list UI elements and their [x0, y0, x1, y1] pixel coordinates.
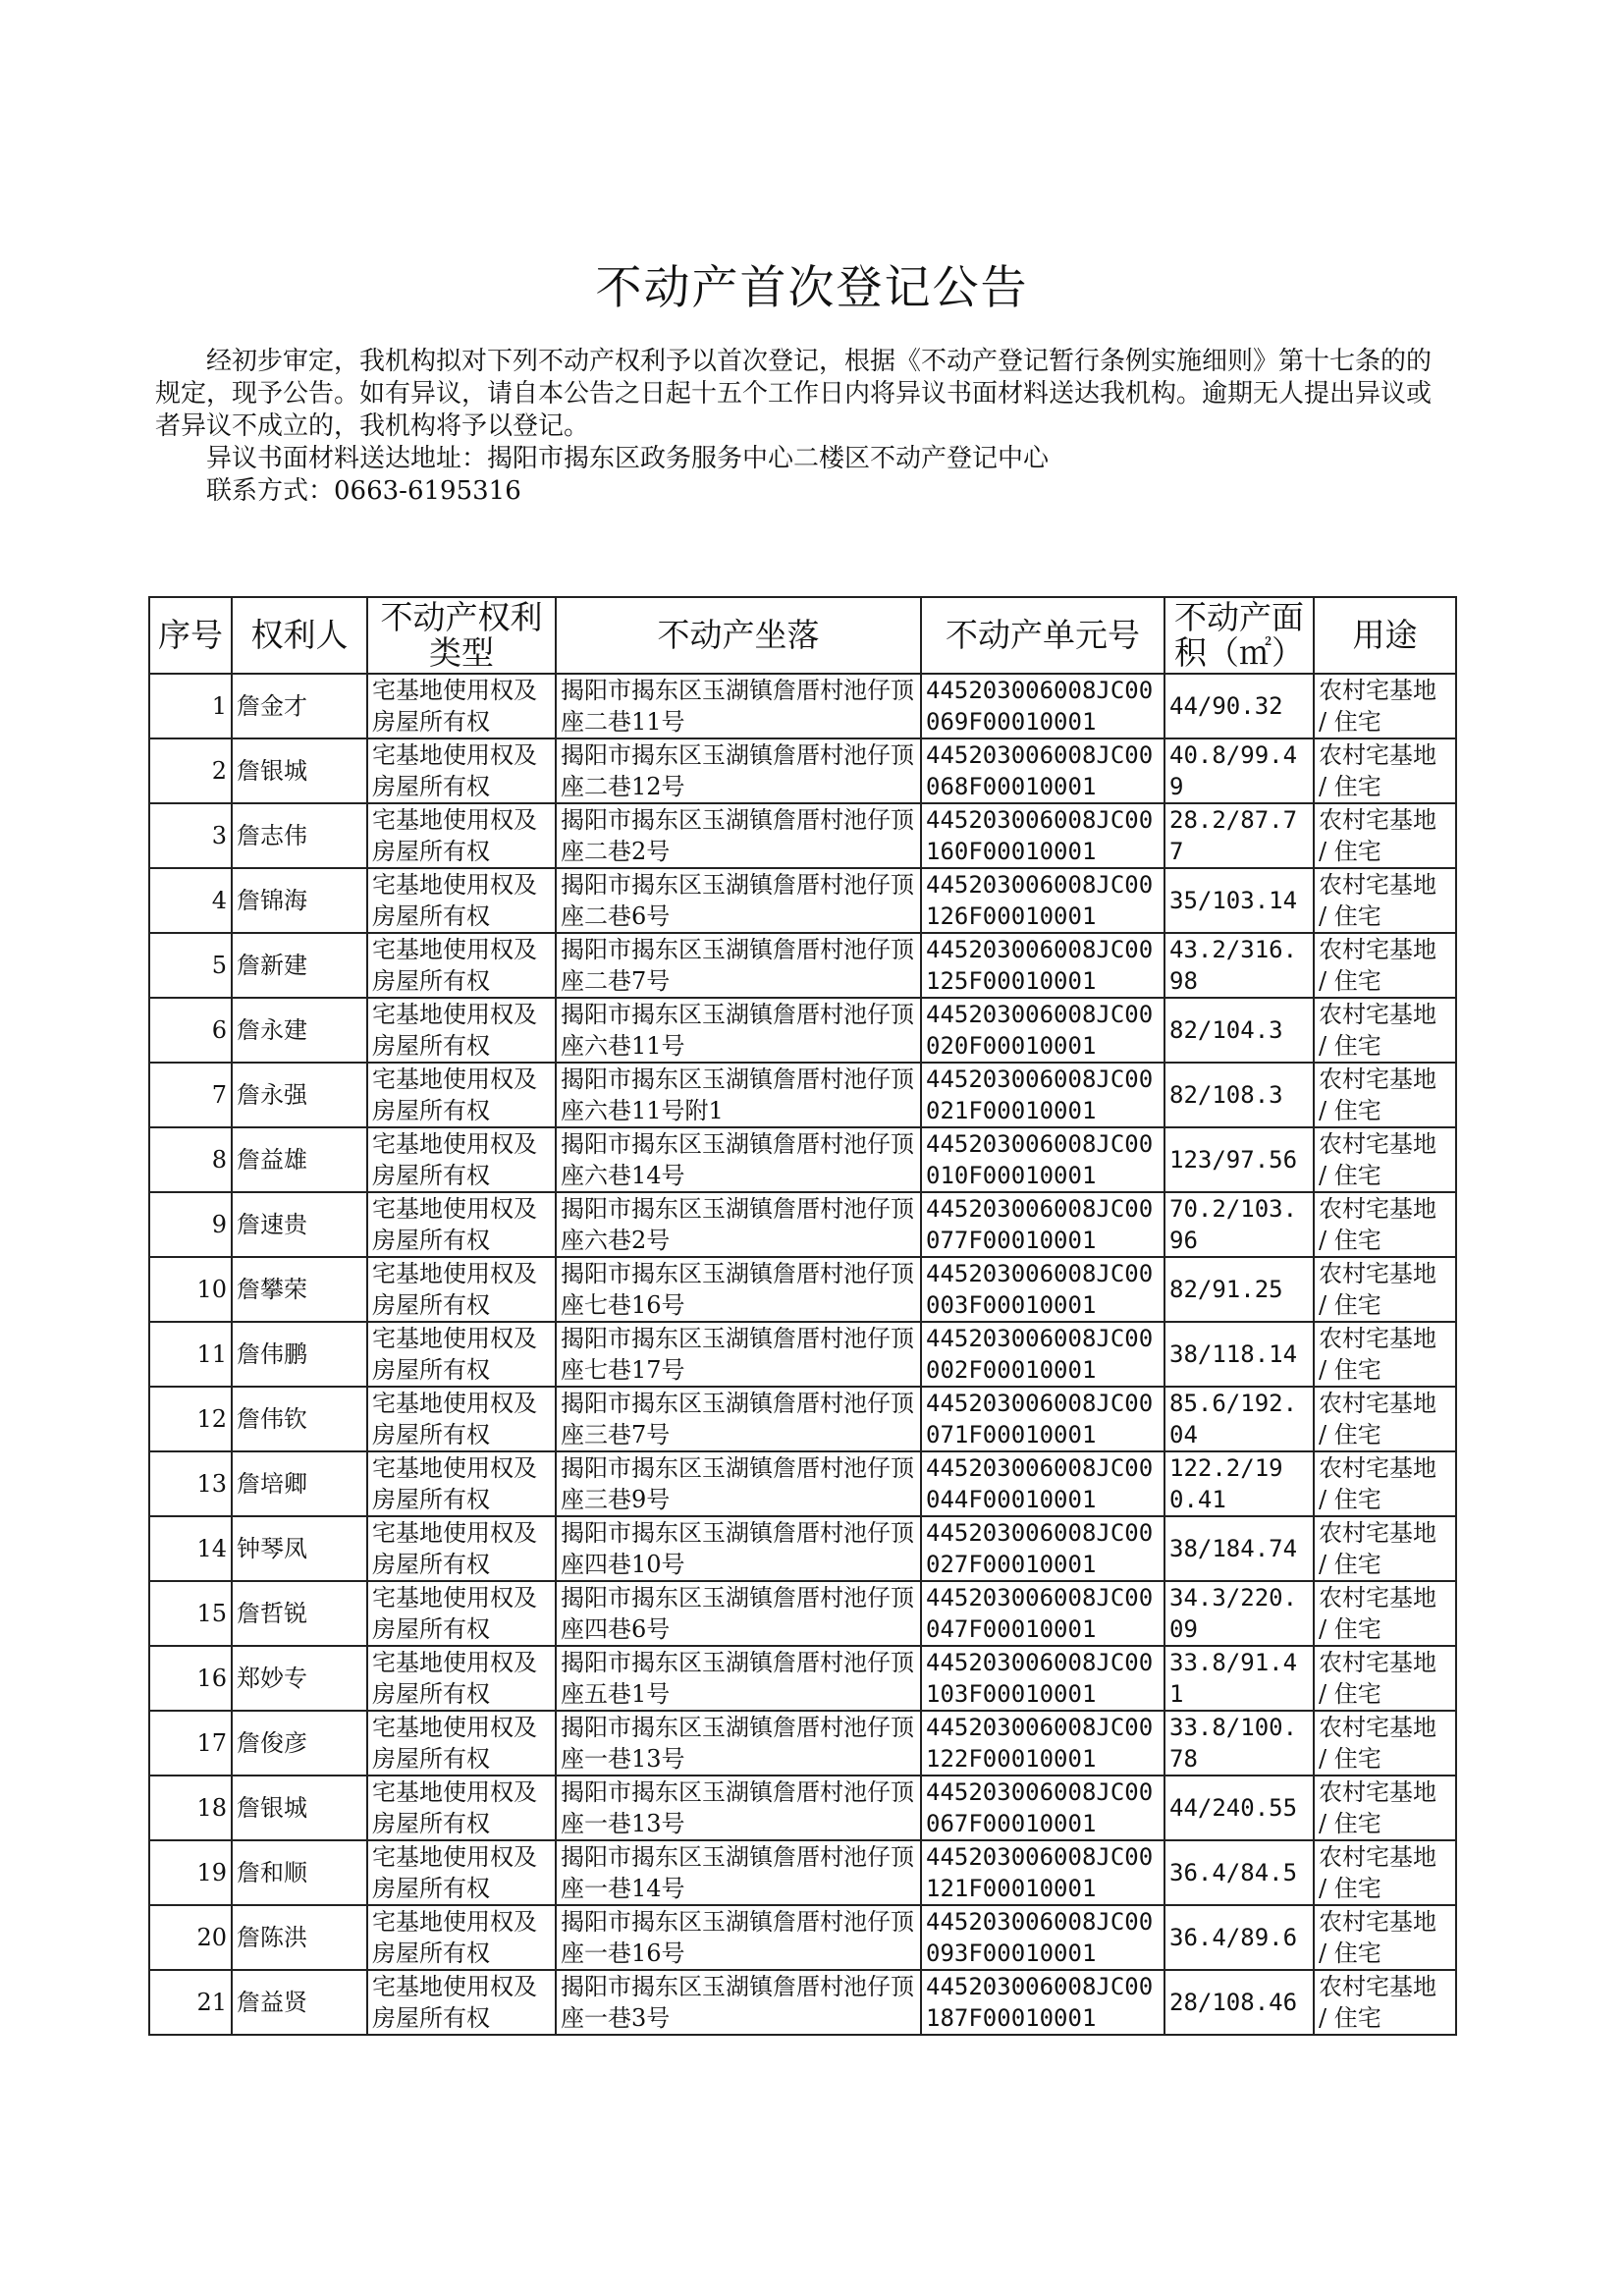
cell-location: 揭阳市揭东区玉湖镇詹厝村池仔顶座三巷7号: [556, 1387, 921, 1451]
cell-seq: 15: [149, 1581, 232, 1646]
cell-area: 82/104.3: [1164, 998, 1314, 1063]
cell-location: 揭阳市揭东区玉湖镇詹厝村池仔顶座二巷7号: [556, 933, 921, 998]
cell-seq: 4: [149, 868, 232, 933]
cell-owner: 詹陈洪: [232, 1905, 367, 1970]
cell-unit-no: 445203006008JC00077F00010001: [921, 1192, 1164, 1257]
cell-owner: 詹哲锐: [232, 1581, 367, 1646]
cell-unit-no: 445203006008JC00103F00010001: [921, 1646, 1164, 1711]
cell-seq: 8: [149, 1127, 232, 1192]
cell-location: 揭阳市揭东区玉湖镇詹厝村池仔顶座六巷11号附1: [556, 1063, 921, 1127]
cell-unit-no: 445203006008JC00021F00010001: [921, 1063, 1164, 1127]
cell-right-type: 宅基地使用权及房屋所有权: [367, 1905, 556, 1970]
cell-unit-no: 445203006008JC00122F00010001: [921, 1711, 1164, 1776]
cell-seq: 10: [149, 1257, 232, 1322]
cell-use: 农村宅基地 / 住宅: [1314, 1970, 1456, 2035]
table-row: [149, 1905, 1456, 1970]
cell-right-type: 宅基地使用权及房屋所有权: [367, 1257, 556, 1322]
cell-use: 农村宅基地 / 住宅: [1314, 1192, 1456, 1257]
cell-seq: 18: [149, 1776, 232, 1840]
cell-area: 36.4/84.5: [1164, 1840, 1314, 1905]
cell-seq: 20: [149, 1905, 232, 1970]
cell-area: 82/91.25: [1164, 1257, 1314, 1322]
cell-owner: 詹攀荣: [232, 1257, 367, 1322]
cell-seq: 6: [149, 998, 232, 1063]
table-row: [149, 1970, 1456, 2035]
cell-area: 43.2/316.98: [1164, 933, 1314, 998]
cell-location: 揭阳市揭东区玉湖镇詹厝村池仔顶座六巷14号: [556, 1127, 921, 1192]
cell-seq: 16: [149, 1646, 232, 1711]
cell-right-type: 宅基地使用权及房屋所有权: [367, 868, 556, 933]
cell-area: 82/108.3: [1164, 1063, 1314, 1127]
cell-location: 揭阳市揭东区玉湖镇詹厝村池仔顶座一巷16号: [556, 1905, 921, 1970]
header-use: 用途: [1314, 597, 1456, 674]
cell-area: 85.6/192.04: [1164, 1387, 1314, 1451]
cell-area: 38/118.14: [1164, 1322, 1314, 1387]
cell-right-type: 宅基地使用权及房屋所有权: [367, 1516, 556, 1581]
cell-area: 44/240.55: [1164, 1776, 1314, 1840]
cell-right-type: 宅基地使用权及房屋所有权: [367, 1776, 556, 1840]
cell-use: 农村宅基地 / 住宅: [1314, 868, 1456, 933]
header-location: 不动产坐落: [556, 597, 921, 674]
table-row: [149, 674, 1456, 738]
cell-use: 农村宅基地 / 住宅: [1314, 1451, 1456, 1516]
cell-owner: 詹益雄: [232, 1127, 367, 1192]
header-owner: 权利人: [232, 597, 367, 674]
cell-owner: 詹速贵: [232, 1192, 367, 1257]
cell-unit-no: 445203006008JC00126F00010001: [921, 868, 1164, 933]
cell-owner: 詹永强: [232, 1063, 367, 1127]
cell-use: 农村宅基地 / 住宅: [1314, 1840, 1456, 1905]
cell-owner: 詹金才: [232, 674, 367, 738]
cell-seq: 2: [149, 738, 232, 803]
cell-right-type: 宅基地使用权及房屋所有权: [367, 998, 556, 1063]
cell-use: 农村宅基地 / 住宅: [1314, 933, 1456, 998]
table-row: [149, 868, 1456, 933]
cell-seq: 13: [149, 1451, 232, 1516]
cell-right-type: 宅基地使用权及房屋所有权: [367, 1646, 556, 1711]
cell-location: 揭阳市揭东区玉湖镇詹厝村池仔顶座一巷13号: [556, 1776, 921, 1840]
cell-unit-no: 445203006008JC00093F00010001: [921, 1905, 1164, 1970]
page-title: 不动产首次登记公告: [595, 261, 1029, 316]
cell-use: 农村宅基地 / 住宅: [1314, 1127, 1456, 1192]
cell-use: 农村宅基地 / 住宅: [1314, 998, 1456, 1063]
cell-use: 农村宅基地 / 住宅: [1314, 1063, 1456, 1127]
table-row: [149, 1646, 1456, 1711]
table-row: [149, 1581, 1456, 1646]
cell-unit-no: 445203006008JC00071F00010001: [921, 1387, 1164, 1451]
cell-seq: 3: [149, 803, 232, 868]
cell-owner: 郑妙专: [232, 1646, 367, 1711]
cell-location: 揭阳市揭东区玉湖镇詹厝村池仔顶座一巷14号: [556, 1840, 921, 1905]
table-body: [149, 674, 1456, 2035]
table-row: [149, 1322, 1456, 1387]
header-area: 不动产面积（㎡）: [1164, 597, 1314, 674]
cell-owner: 詹志伟: [232, 803, 367, 868]
cell-unit-no: 445203006008JC00047F00010001: [921, 1581, 1164, 1646]
cell-use: 农村宅基地 / 住宅: [1314, 1322, 1456, 1387]
cell-area: 38/184.74: [1164, 1516, 1314, 1581]
cell-right-type: 宅基地使用权及房屋所有权: [367, 1840, 556, 1905]
cell-area: 28/108.46: [1164, 1970, 1314, 2035]
cell-area: 36.4/89.6: [1164, 1905, 1314, 1970]
cell-unit-no: 445203006008JC00187F00010001: [921, 1970, 1164, 2035]
cell-area: 33.8/91.41: [1164, 1646, 1314, 1711]
cell-area: 70.2/103.96: [1164, 1192, 1314, 1257]
table-row: [149, 1063, 1456, 1127]
cell-owner: 詹伟鹏: [232, 1322, 367, 1387]
cell-use: 农村宅基地 / 住宅: [1314, 1905, 1456, 1970]
cell-owner: 詹新建: [232, 933, 367, 998]
cell-right-type: 宅基地使用权及房屋所有权: [367, 1192, 556, 1257]
cell-area: 40.8/99.49: [1164, 738, 1314, 803]
cell-unit-no: 445203006008JC00069F00010001: [921, 674, 1164, 738]
cell-owner: 詹和顺: [232, 1840, 367, 1905]
cell-area: 33.8/100.78: [1164, 1711, 1314, 1776]
header-right-type: 不动产权利类型: [367, 597, 556, 674]
header-seq: 序号: [149, 597, 232, 674]
cell-area: 28.2/87.77: [1164, 803, 1314, 868]
cell-seq: 14: [149, 1516, 232, 1581]
cell-use: 农村宅基地 / 住宅: [1314, 674, 1456, 738]
cell-location: 揭阳市揭东区玉湖镇詹厝村池仔顶座六巷2号: [556, 1192, 921, 1257]
cell-right-type: 宅基地使用权及房屋所有权: [367, 1581, 556, 1646]
cell-seq: 1: [149, 674, 232, 738]
cell-location: 揭阳市揭东区玉湖镇詹厝村池仔顶座二巷6号: [556, 868, 921, 933]
cell-owner: 詹永建: [232, 998, 367, 1063]
cell-area: 35/103.14: [1164, 868, 1314, 933]
cell-use: 农村宅基地 / 住宅: [1314, 1646, 1456, 1711]
table-header-row: [149, 597, 1456, 674]
notice-contact: 联系方式：0663-6195316: [206, 476, 521, 506]
cell-owner: 钟琴凤: [232, 1516, 367, 1581]
cell-seq: 7: [149, 1063, 232, 1127]
cell-location: 揭阳市揭东区玉湖镇詹厝村池仔顶座四巷6号: [556, 1581, 921, 1646]
cell-right-type: 宅基地使用权及房屋所有权: [367, 674, 556, 738]
cell-location: 揭阳市揭东区玉湖镇詹厝村池仔顶座一巷13号: [556, 1711, 921, 1776]
registration-table: [148, 596, 1457, 2036]
cell-right-type: 宅基地使用权及房屋所有权: [367, 1127, 556, 1192]
cell-owner: 詹俊彦: [232, 1711, 367, 1776]
cell-area: 44/90.32: [1164, 674, 1314, 738]
cell-use: 农村宅基地 / 住宅: [1314, 803, 1456, 868]
cell-use: 农村宅基地 / 住宅: [1314, 1516, 1456, 1581]
table-row: [149, 1711, 1456, 1776]
cell-unit-no: 445203006008JC00121F00010001: [921, 1840, 1164, 1905]
notice-body: [155, 346, 1436, 508]
header-unit-no: 不动产单元号: [921, 597, 1164, 674]
cell-unit-no: 445203006008JC00002F00010001: [921, 1322, 1164, 1387]
cell-owner: 詹伟钦: [232, 1387, 367, 1451]
cell-unit-no: 445203006008JC00003F00010001: [921, 1257, 1164, 1322]
cell-unit-no: 445203006008JC00067F00010001: [921, 1776, 1164, 1840]
cell-seq: 9: [149, 1192, 232, 1257]
cell-unit-no: 445203006008JC00044F00010001: [921, 1451, 1164, 1516]
notice-address: 异议书面材料送达地址：揭阳市揭东区政务服务中心二楼区不动产登记中心: [206, 444, 1050, 473]
cell-area: 34.3/220.09: [1164, 1581, 1314, 1646]
cell-seq: 5: [149, 933, 232, 998]
cell-area: 122.2/190.41: [1164, 1451, 1314, 1516]
cell-right-type: 宅基地使用权及房屋所有权: [367, 1451, 556, 1516]
cell-unit-no: 445203006008JC00027F00010001: [921, 1516, 1164, 1581]
cell-unit-no: 445203006008JC00020F00010001: [921, 998, 1164, 1063]
cell-location: 揭阳市揭东区玉湖镇詹厝村池仔顶座七巷16号: [556, 1257, 921, 1322]
cell-use: 农村宅基地 / 住宅: [1314, 1257, 1456, 1322]
cell-use: 农村宅基地 / 住宅: [1314, 1711, 1456, 1776]
table-row: [149, 1257, 1456, 1322]
table-row: [149, 803, 1456, 868]
cell-owner: 詹锦海: [232, 868, 367, 933]
cell-unit-no: 445203006008JC00125F00010001: [921, 933, 1164, 998]
table-row: [149, 1451, 1456, 1516]
cell-use: 农村宅基地 / 住宅: [1314, 1581, 1456, 1646]
cell-right-type: 宅基地使用权及房屋所有权: [367, 738, 556, 803]
cell-right-type: 宅基地使用权及房屋所有权: [367, 803, 556, 868]
cell-use: 农村宅基地 / 住宅: [1314, 1387, 1456, 1451]
cell-location: 揭阳市揭东区玉湖镇詹厝村池仔顶座二巷2号: [556, 803, 921, 868]
cell-right-type: 宅基地使用权及房屋所有权: [367, 1063, 556, 1127]
cell-seq: 12: [149, 1387, 232, 1451]
cell-owner: 詹银城: [232, 738, 367, 803]
table-row: [149, 1840, 1456, 1905]
cell-owner: 詹益贤: [232, 1970, 367, 2035]
cell-location: 揭阳市揭东区玉湖镇詹厝村池仔顶座一巷3号: [556, 1970, 921, 2035]
cell-seq: 11: [149, 1322, 232, 1387]
cell-right-type: 宅基地使用权及房屋所有权: [367, 1970, 556, 2035]
cell-use: 农村宅基地 / 住宅: [1314, 738, 1456, 803]
table-row: [149, 1192, 1456, 1257]
cell-owner: 詹银城: [232, 1776, 367, 1840]
cell-seq: 17: [149, 1711, 232, 1776]
cell-seq: 19: [149, 1840, 232, 1905]
cell-right-type: 宅基地使用权及房屋所有权: [367, 1322, 556, 1387]
cell-location: 揭阳市揭东区玉湖镇詹厝村池仔顶座三巷9号: [556, 1451, 921, 1516]
cell-location: 揭阳市揭东区玉湖镇詹厝村池仔顶座二巷11号: [556, 674, 921, 738]
cell-right-type: 宅基地使用权及房屋所有权: [367, 1387, 556, 1451]
table-row: [149, 933, 1456, 998]
table-row: [149, 738, 1456, 803]
notice-paragraph: 经初步审定，我机构拟对下列不动产权利予以首次登记，根据《不动产登记暂行条例实施细则》第十七条的的规定，现予公告。如有异议，请自本公告之日起十五个工作日内将异议书面材料送达我机构。逾期无人提出异议或者异议不成立的，我机构将予以登记。: [155, 347, 1433, 441]
table-row: [149, 1387, 1456, 1451]
cell-location: 揭阳市揭东区玉湖镇詹厝村池仔顶座四巷10号: [556, 1516, 921, 1581]
cell-location: 揭阳市揭东区玉湖镇詹厝村池仔顶座六巷11号: [556, 998, 921, 1063]
cell-unit-no: 445203006008JC00010F00010001: [921, 1127, 1164, 1192]
cell-location: 揭阳市揭东区玉湖镇詹厝村池仔顶座七巷17号: [556, 1322, 921, 1387]
table-row: [149, 1127, 1456, 1192]
cell-owner: 詹培卿: [232, 1451, 367, 1516]
table-row: [149, 998, 1456, 1063]
cell-use: 农村宅基地 / 住宅: [1314, 1776, 1456, 1840]
table-row: [149, 1776, 1456, 1840]
cell-unit-no: 445203006008JC00068F00010001: [921, 738, 1164, 803]
cell-location: 揭阳市揭东区玉湖镇詹厝村池仔顶座二巷12号: [556, 738, 921, 803]
cell-right-type: 宅基地使用权及房屋所有权: [367, 1711, 556, 1776]
cell-location: 揭阳市揭东区玉湖镇詹厝村池仔顶座五巷1号: [556, 1646, 921, 1711]
cell-right-type: 宅基地使用权及房屋所有权: [367, 933, 556, 998]
cell-area: 123/97.56: [1164, 1127, 1314, 1192]
table-row: [149, 1516, 1456, 1581]
cell-unit-no: 445203006008JC00160F00010001: [921, 803, 1164, 868]
cell-seq: 21: [149, 1970, 232, 2035]
